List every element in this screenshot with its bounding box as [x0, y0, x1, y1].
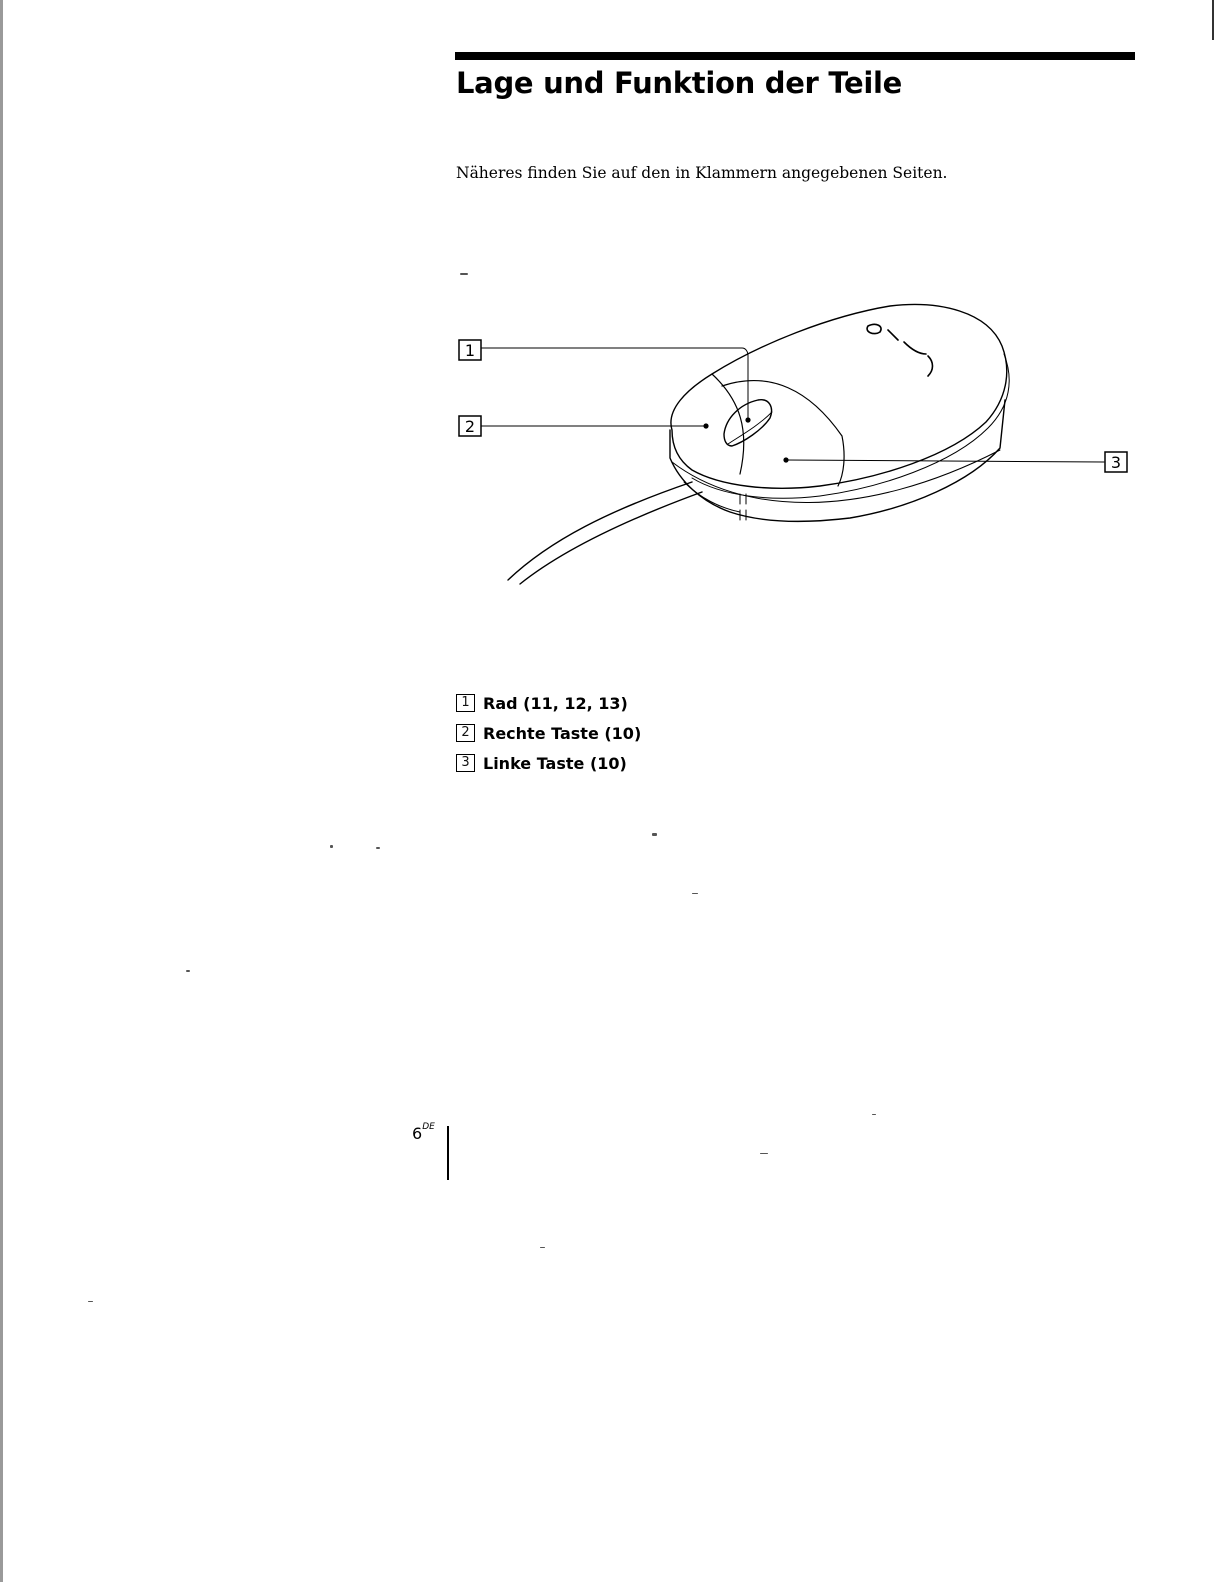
logo-mark: [867, 324, 881, 333]
parts-legend: [456, 688, 641, 778]
scan-speck: [186, 970, 190, 972]
scan-speck: [460, 273, 468, 275]
legend-item-right-button: [456, 718, 641, 748]
scan-left-edge: [0, 0, 3, 1582]
callout-1-number: 1: [464, 341, 476, 360]
legend-item-left-button: [456, 748, 641, 778]
callout-3-number: 3: [1110, 453, 1122, 472]
scan-speck: [88, 1301, 93, 1302]
mouse-illustration: [440, 250, 1160, 610]
legend-number-box: 3: [456, 754, 475, 772]
legend-label: Linke Taste (10): [483, 753, 627, 773]
legend-label: Rechte Taste (10): [483, 723, 642, 743]
scan-speck: [376, 847, 380, 849]
callout-3-leader: [786, 460, 1104, 462]
scan-speck: [872, 1114, 876, 1115]
page-number: [412, 1124, 435, 1143]
scan-speck: [760, 1153, 768, 1154]
page-title: Lage und Funktion der Teile: [456, 66, 903, 100]
title-rule: [455, 52, 1135, 60]
callout-2-number: 2: [464, 417, 476, 436]
button-divider: [712, 374, 744, 474]
footer-rule: [447, 1126, 449, 1180]
page-number-suffix: DE: [422, 1122, 435, 1132]
callout-1-leader: [480, 348, 748, 418]
intro-text: Näheres finden Sie auf den in Klammern angegebenen Seiten.: [456, 164, 948, 182]
legend-label: Rad (11, 12, 13): [483, 693, 628, 713]
legend-item-wheel: [456, 688, 641, 718]
mouse-cable-edge: [520, 492, 702, 584]
mouse-cable: [508, 482, 692, 580]
scan-speck: [692, 893, 698, 894]
scan-speck: [330, 845, 333, 848]
legend-number-box: 1: [456, 694, 475, 712]
scan-speck: [652, 833, 657, 836]
legend-number-box: 2: [456, 724, 475, 742]
scan-right-edge: [1212, 0, 1214, 40]
scan-speck: [540, 1247, 545, 1248]
page-number-value: 6: [412, 1124, 423, 1143]
